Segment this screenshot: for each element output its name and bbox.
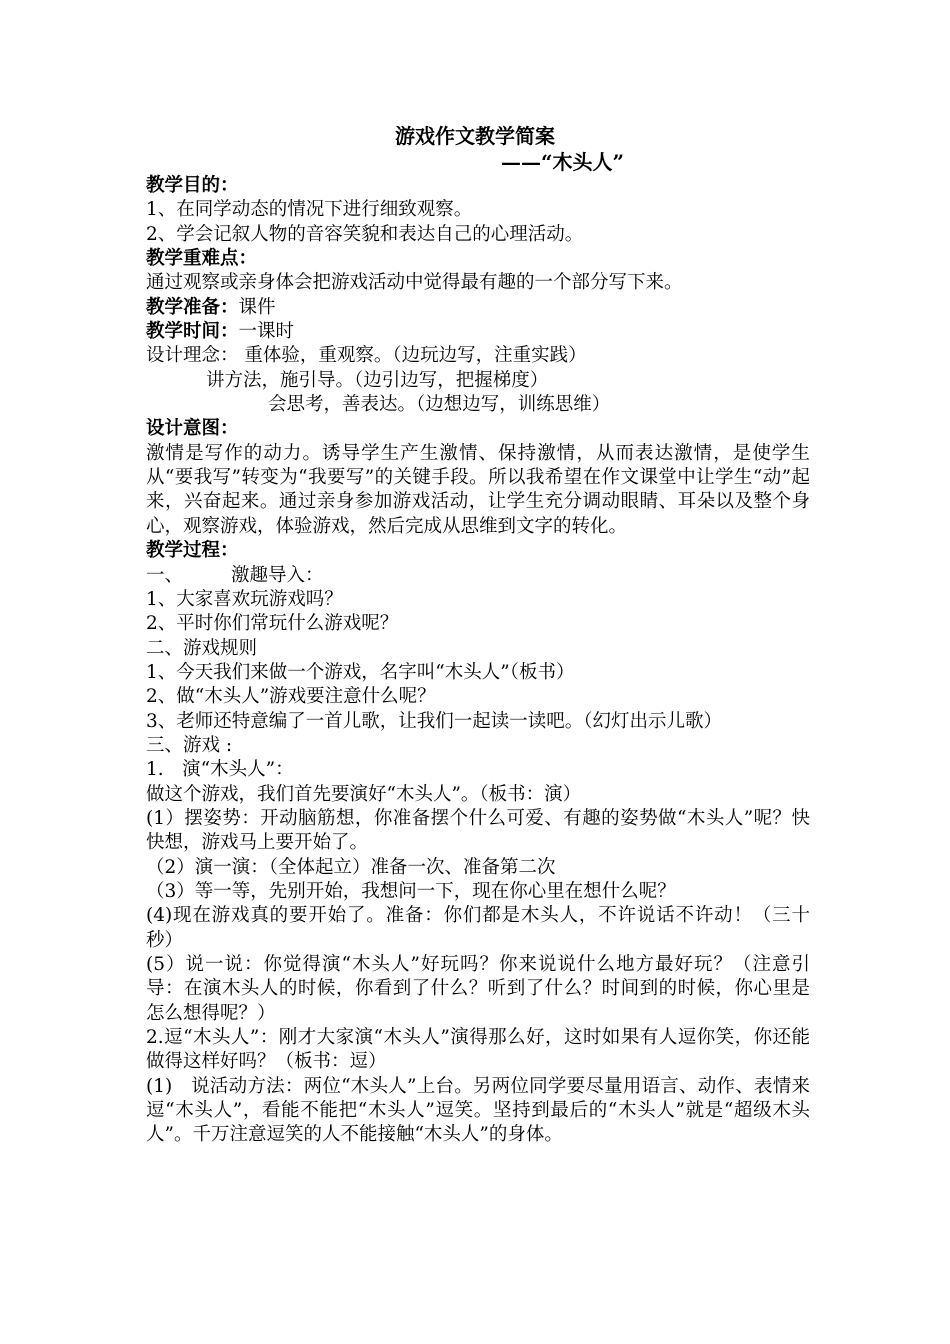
section-2-item: 3、老师还特意编了一首儿歌，让我们一起读一读吧。（幻灯出示儿歌） xyxy=(146,710,723,732)
concept-label: 设计理念： xyxy=(146,345,239,367)
intent-text: 激情是写作的动力。诱导学生产生激情、保持激情，从而表达激情，是使学生从“要我写”转变为“我要写”的关键手段。所以我希望在作文课堂中让学生“动”起来，兴奋起来。通过亲身参加游戏活动，让学生充分调动眼睛、耳朵以及整个身心，观察游戏，体验游戏，然后完成从思维到文字的转化。 xyxy=(146,442,810,537)
concept-line-3: 会思考，善表达。（边想边写，训练思维） xyxy=(268,394,611,416)
concept-line xyxy=(146,344,810,368)
act-heading: 1. 演“木头人”： xyxy=(146,759,294,781)
act-step: （2）演一演：（全体起立）准备一次、准备第二次 xyxy=(146,856,556,878)
section-2-heading: 二、游戏规则 xyxy=(146,637,258,659)
intent-heading: 设计意图： xyxy=(146,418,239,440)
section-2-item: 2、做“木头人”游戏要注意什么呢？ xyxy=(146,686,436,708)
page-subtitle: ——“木头人” xyxy=(501,150,625,174)
section-1-item: 2、平时你们常玩什么游戏呢？ xyxy=(146,613,399,635)
act-step: (1）摆姿势：开动脑筋想，你准备摆个什么可爱、有趣的姿势做“木头人”呢？快快想，游戏马上要开始了。 xyxy=(146,807,810,854)
act-step: (4)现在游戏真的要开始了。准备：你们都是木头人，不许说话不许动！（三十秒） xyxy=(146,905,810,951)
concept-line-1: 重体验，重观察。（边玩边写，注重实践） xyxy=(244,345,587,367)
section-1-heading xyxy=(146,564,810,588)
section-1-title: 激趣导入： xyxy=(231,564,324,586)
goals-heading: 教学目的： xyxy=(146,175,239,196)
section-1-item: 1、大家喜欢玩游戏吗？ xyxy=(146,588,343,610)
document-body xyxy=(146,174,810,1148)
preparation-line xyxy=(146,296,810,320)
time-value: 一课时 xyxy=(238,321,295,343)
key-points-text: 通过观察或亲身体会把游戏活动中觉得最有趣的一个部分写下来。 xyxy=(146,272,683,294)
act-step: （3）等一等，先别开始，我想问一下，现在你心里在想什么呢？ xyxy=(146,880,676,902)
time-line xyxy=(146,320,810,344)
goal-item: 1、在同学动态的情况下进行细致观察。 xyxy=(146,199,473,221)
preparation-heading: 教学准备： xyxy=(146,296,239,318)
act-step: (5）说一说：你觉得演“木头人”好玩吗？你来说说什么地方最好玩？（注意引导：在演木头人的时候，你看到了什么？听到了什么？时间到的时候，你心里是怎么想得呢？） xyxy=(146,954,810,1024)
process-heading: 教学过程： xyxy=(146,540,239,562)
page-title: 游戏作文教学简案 xyxy=(395,124,555,148)
concept-line-2: 讲方法，施引导。（边引边写，把握梯度） xyxy=(206,369,549,391)
act-intro: 做这个游戏，我们首先要演好“木头人”。（板书：演） xyxy=(146,783,582,805)
preparation-value: 课件 xyxy=(238,296,276,318)
section-3-heading: 三、游戏 : xyxy=(146,734,233,756)
section-1-number: 一、 xyxy=(146,564,184,586)
goal-item: 2、学会记叙人物的音容笑貌和表达自己的心理活动。 xyxy=(146,223,584,245)
tease-heading: 2.逗“木头人”：刚才大家演“木头人”演得那么好，这时如果有人逗你笑，你还能做得这样好吗？（板书：逗） xyxy=(146,1027,810,1073)
time-heading: 教学时间： xyxy=(146,321,239,343)
tease-step: (1) 说活动方法：两位“木头人”上台。另两位同学要尽量用语言、动作、表情来逗“木头人”，看能不能把“木头人”逗笑。坚持到最后的“木头人”就是“超级木头人”。千万注意逗笑的人不能接触“木头人”的身体。 xyxy=(146,1075,810,1146)
section-2-item: 1、今天我们来做一个游戏，名字叫“木头人”（板书） xyxy=(146,661,575,683)
key-points-heading: 教学重难点： xyxy=(146,248,258,270)
